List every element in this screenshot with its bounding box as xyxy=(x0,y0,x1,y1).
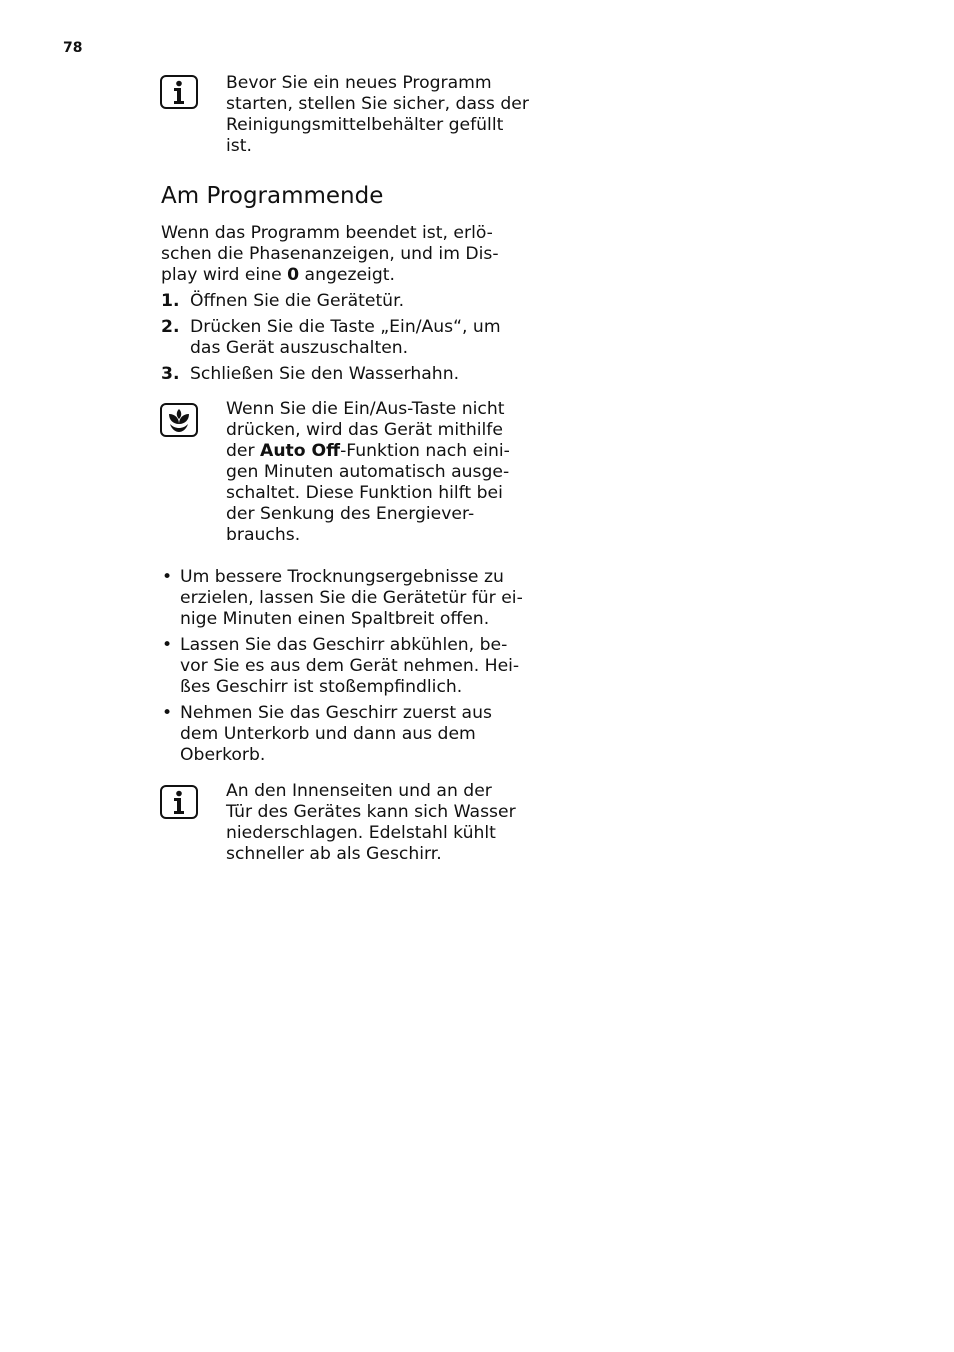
display-value: 0 xyxy=(287,265,300,285)
step-number: 1. xyxy=(161,291,180,311)
info-icon xyxy=(160,785,198,819)
note-line: der Senkung des Energiever- xyxy=(226,504,475,524)
step-text: Drücken Sie die Taste „Ein/Aus“, um xyxy=(190,317,501,337)
list-item xyxy=(161,364,511,385)
note-line: Reinigungsmittelbehälter gefüllt xyxy=(226,115,504,135)
paragraph-line: schen die Phasenanzeigen, und im Dis- xyxy=(161,244,499,264)
step-text: das Gerät auszuschalten. xyxy=(190,338,409,358)
note-line: schaltet. Diese Funktion hilft bei xyxy=(226,483,503,503)
bullet-text: Um bessere Trocknungsergebnisse zu xyxy=(180,567,504,587)
bullet-text: vor Sie es aus dem Gerät nehmen. Hei- xyxy=(180,656,520,676)
note-line: ist. xyxy=(226,136,252,156)
note-line: schneller ab als Geschirr. xyxy=(226,844,442,864)
info-note-2-text xyxy=(226,781,518,865)
note-line: brauchs. xyxy=(226,525,301,545)
bullet-mark: • xyxy=(162,703,173,723)
bullet-text: Oberkorb. xyxy=(180,745,266,765)
step-number: 2. xyxy=(161,317,180,337)
paragraph-line: Wenn das Programm beendet ist, erlö- xyxy=(161,223,493,243)
eco-note-text xyxy=(226,399,518,546)
list-item xyxy=(161,291,511,312)
intro-paragraph xyxy=(161,223,511,286)
note-line xyxy=(226,441,518,462)
list-item xyxy=(161,317,511,359)
tips-list xyxy=(161,567,523,771)
list-item xyxy=(161,635,520,698)
bullet-text: erzielen, lassen Sie die Gerätetür für ei- xyxy=(180,588,523,608)
list-item xyxy=(161,567,523,630)
info-note-1-text xyxy=(226,73,529,157)
steps-list xyxy=(161,291,511,390)
bullet-mark: • xyxy=(162,635,173,655)
list-item xyxy=(161,703,511,766)
note-line: An den Innenseiten und an der xyxy=(226,781,492,801)
section-heading: Am Programmende xyxy=(161,183,384,209)
note-line: starten, stellen Sie sicher, dass der xyxy=(226,94,529,114)
note-line: gen Minuten automatisch ausge- xyxy=(226,462,510,482)
bullet-text: nige Minuten einen Spaltbreit offen. xyxy=(180,609,490,629)
paragraph-line xyxy=(161,265,511,286)
bullet-mark: • xyxy=(162,567,173,587)
paragraph-text: play wird eine xyxy=(161,265,288,285)
note-line: Tür des Gerätes kann sich Wasser xyxy=(226,802,516,822)
note-text-part: der xyxy=(226,441,261,461)
step-text: Öffnen Sie die Gerätetür. xyxy=(190,291,405,311)
info-icon xyxy=(160,75,198,109)
page-number: 78 xyxy=(63,40,83,56)
bullet-text: Nehmen Sie das Geschirr zuerst aus xyxy=(180,703,492,723)
paragraph-text: angezeigt. xyxy=(299,265,395,285)
note-line: niederschlagen. Edelstahl kühlt xyxy=(226,823,496,843)
note-line: drücken, wird das Gerät mithilfe xyxy=(226,420,503,440)
step-text: Schließen Sie den Wasserhahn. xyxy=(190,364,460,384)
bullet-text: dem Unterkorb und dann aus dem xyxy=(180,724,476,744)
note-line: Wenn Sie die Ein/Aus-Taste nicht xyxy=(226,399,505,419)
function-name: Auto Off xyxy=(260,441,341,461)
note-text-part: -Funktion nach eini- xyxy=(340,441,510,461)
bullet-text: Lassen Sie das Geschirr abkühlen, be- xyxy=(180,635,508,655)
eco-leaf-icon xyxy=(160,403,198,437)
note-line: Bevor Sie ein neues Programm xyxy=(226,73,492,93)
step-number: 3. xyxy=(161,364,180,384)
bullet-text: ßes Geschirr ist stoßempfindlich. xyxy=(180,677,463,697)
